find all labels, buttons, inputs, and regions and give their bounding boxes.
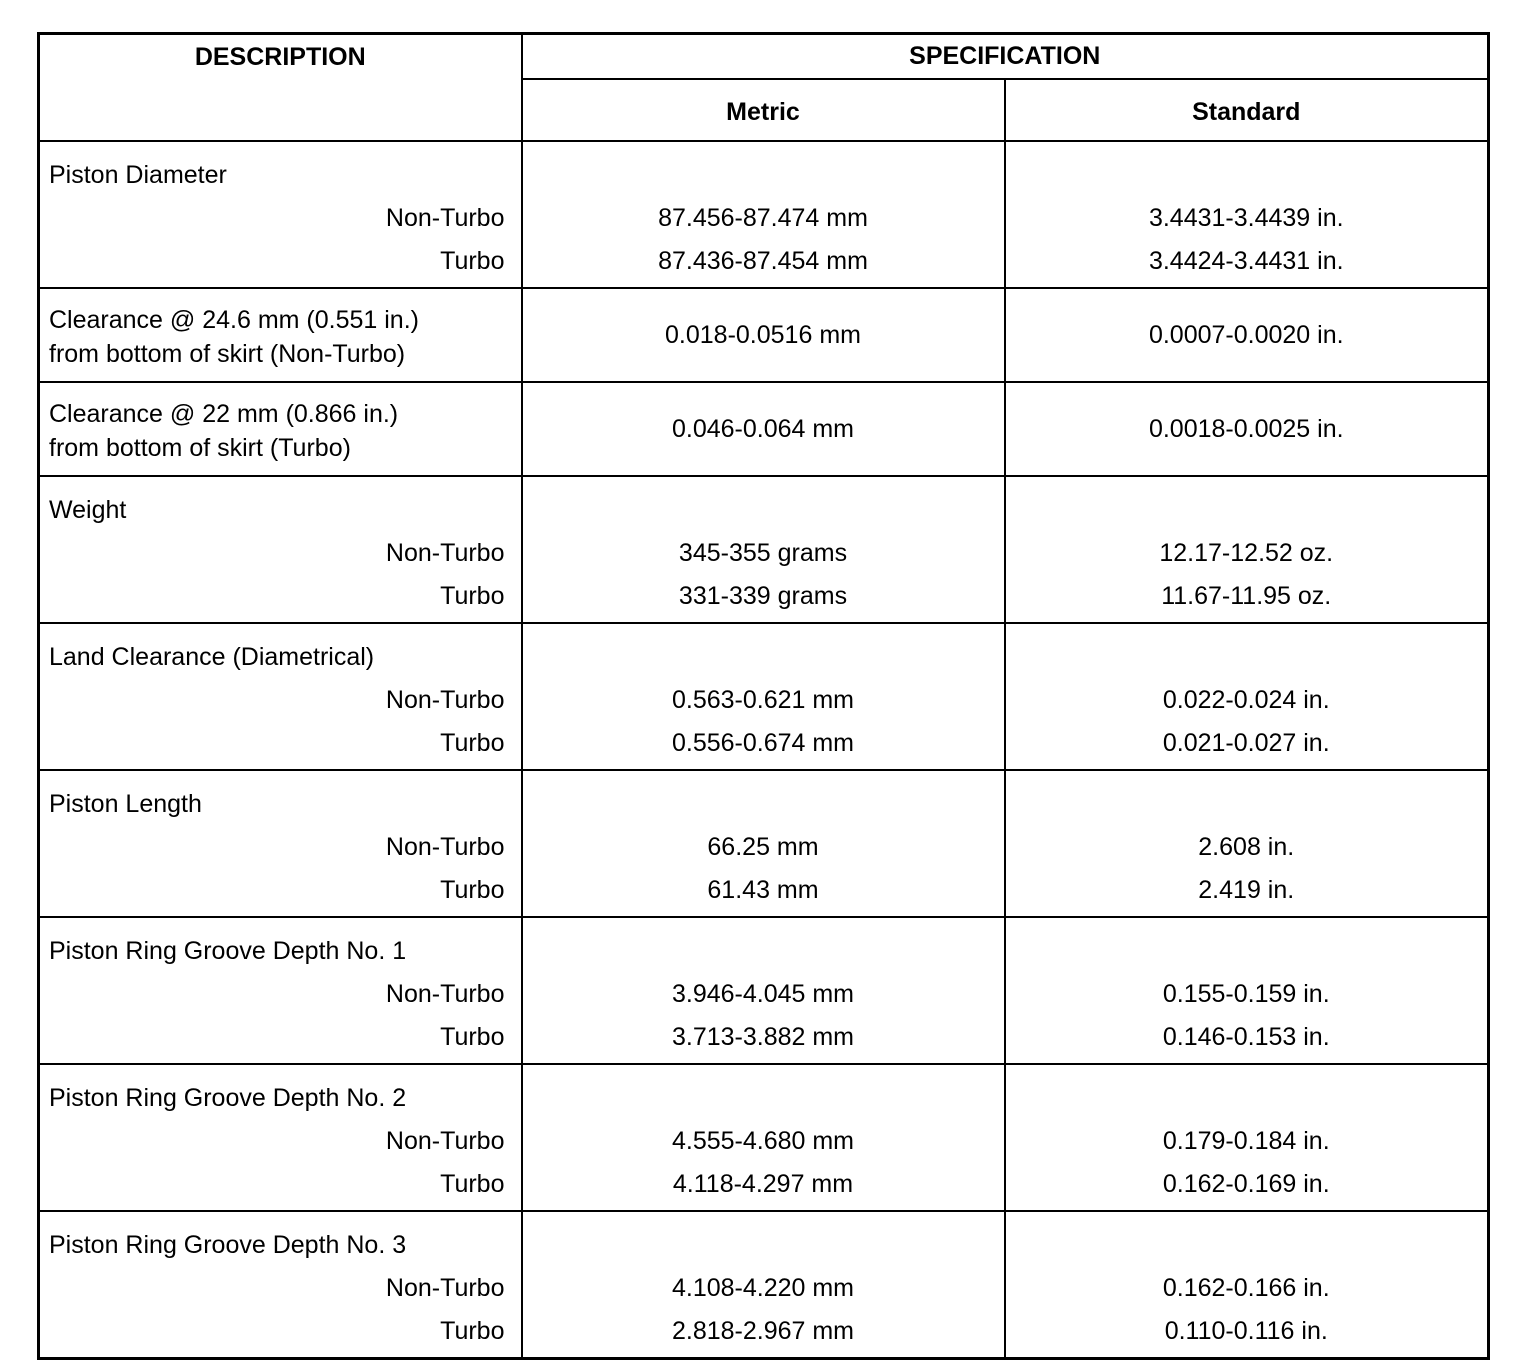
row-label: Weight [49,496,127,524]
variant-label: Turbo [440,876,505,904]
piston-spec-table [37,32,1490,1360]
row-label: Piston Ring Groove Depth No. 2 [49,1084,407,1112]
table-row [39,770,1489,917]
table-row [39,1064,1489,1211]
standard-value: 0.0018-0.0025 in. [1005,382,1489,476]
table-row [39,288,1489,382]
standard-value: 2.419 in. [1198,876,1295,904]
standard-value: 0.162-0.166 in. [1162,1274,1330,1302]
row-label: Land Clearance (Diametrical) [49,643,375,671]
row-label-line-2: from bottom of skirt (Turbo) [49,434,351,462]
standard-value: 3.4431-3.4439 in. [1148,204,1344,232]
table-row [39,141,1489,288]
description-cell [39,476,522,623]
metric-cell [522,1064,1005,1211]
standard-value: 3.4424-3.4431 in. [1148,247,1344,275]
header-metric: Metric [522,79,1005,141]
row-label: Piston Diameter [49,161,227,189]
header-specification: SPECIFICATION [522,34,1489,80]
row-label-line-1: Clearance @ 24.6 mm (0.551 in.) [49,306,419,334]
metric-value: 87.436-87.454 mm [658,247,868,275]
standard-value: 11.67-11.95 oz. [1161,582,1332,610]
table-row [39,1211,1489,1359]
metric-value: 4.118-4.297 mm [672,1170,854,1198]
description-cell [39,770,522,917]
variant-label: Non-Turbo [385,833,505,861]
standard-value: 0.162-0.169 in. [1162,1170,1330,1198]
standard-cell [1005,141,1489,288]
table-row [39,382,1489,476]
metric-value: 66.25 mm [707,833,819,861]
description-cell [39,141,522,288]
description-cell [39,1064,522,1211]
header-row-top [39,34,1489,80]
standard-cell [1005,770,1489,917]
table-row [39,476,1489,623]
metric-value: 331-339 grams [678,582,848,610]
header-description: DESCRIPTION [39,34,522,142]
description-cell [39,917,522,1064]
standard-cell [1005,623,1489,770]
metric-cell [522,770,1005,917]
variant-label: Turbo [440,1317,505,1345]
row-label: Piston Length [49,790,202,818]
variant-label: Non-Turbo [385,1127,505,1155]
description-cell [39,623,522,770]
standard-value: 0.022-0.024 in. [1162,686,1330,714]
standard-cell [1005,1064,1489,1211]
metric-value: 2.818-2.967 mm [671,1317,855,1345]
variant-label: Non-Turbo [385,686,505,714]
metric-value: 4.108-4.220 mm [671,1274,855,1302]
standard-cell [1005,1211,1489,1359]
metric-value: 61.43 mm [707,876,819,904]
metric-value: 3.713-3.882 mm [671,1023,855,1051]
description-cell [39,382,522,476]
variant-label: Non-Turbo [385,204,505,232]
metric-value: 0.018-0.0516 mm [522,288,1005,382]
standard-value: 0.021-0.027 in. [1162,729,1330,757]
metric-cell [522,623,1005,770]
description-cell [39,288,522,382]
metric-value: 3.946-4.045 mm [671,980,855,1008]
metric-value: 0.556-0.674 mm [671,729,855,757]
variant-label: Turbo [440,729,505,757]
standard-value: 0.179-0.184 in. [1162,1127,1330,1155]
metric-value: 0.046-0.064 mm [522,382,1005,476]
header-standard: Standard [1005,79,1489,141]
description-cell [39,1211,522,1359]
metric-cell [522,141,1005,288]
metric-cell [522,1211,1005,1359]
row-label-line-2: from bottom of skirt (Non-Turbo) [49,340,406,368]
row-label: Piston Ring Groove Depth No. 1 [49,937,407,965]
table-row [39,623,1489,770]
metric-value: 87.456-87.474 mm [658,204,868,232]
variant-label: Turbo [440,1170,505,1198]
row-label-line-1: Clearance @ 22 mm (0.866 in.) [49,400,399,428]
metric-value: 0.563-0.621 mm [671,686,855,714]
standard-value: 12.17-12.52 oz. [1159,539,1334,567]
metric-cell [522,476,1005,623]
standard-value: 0.146-0.153 in. [1162,1023,1330,1051]
metric-value: 345-355 grams [678,539,848,567]
standard-value: 0.0007-0.0020 in. [1005,288,1489,382]
standard-value: 0.155-0.159 in. [1162,980,1330,1008]
metric-value: 4.555-4.680 mm [671,1127,855,1155]
variant-label: Turbo [440,247,505,275]
metric-cell [522,917,1005,1064]
standard-cell [1005,476,1489,623]
row-label: Piston Ring Groove Depth No. 3 [49,1231,407,1259]
variant-label: Non-Turbo [385,1274,505,1302]
variant-label: Non-Turbo [385,539,505,567]
standard-cell [1005,917,1489,1064]
standard-value: 2.608 in. [1198,833,1295,861]
variant-label: Non-Turbo [385,980,505,1008]
variant-label: Turbo [440,582,505,610]
variant-label: Turbo [440,1023,505,1051]
table-row [39,917,1489,1064]
standard-value: 0.110-0.116 in. [1164,1317,1328,1345]
